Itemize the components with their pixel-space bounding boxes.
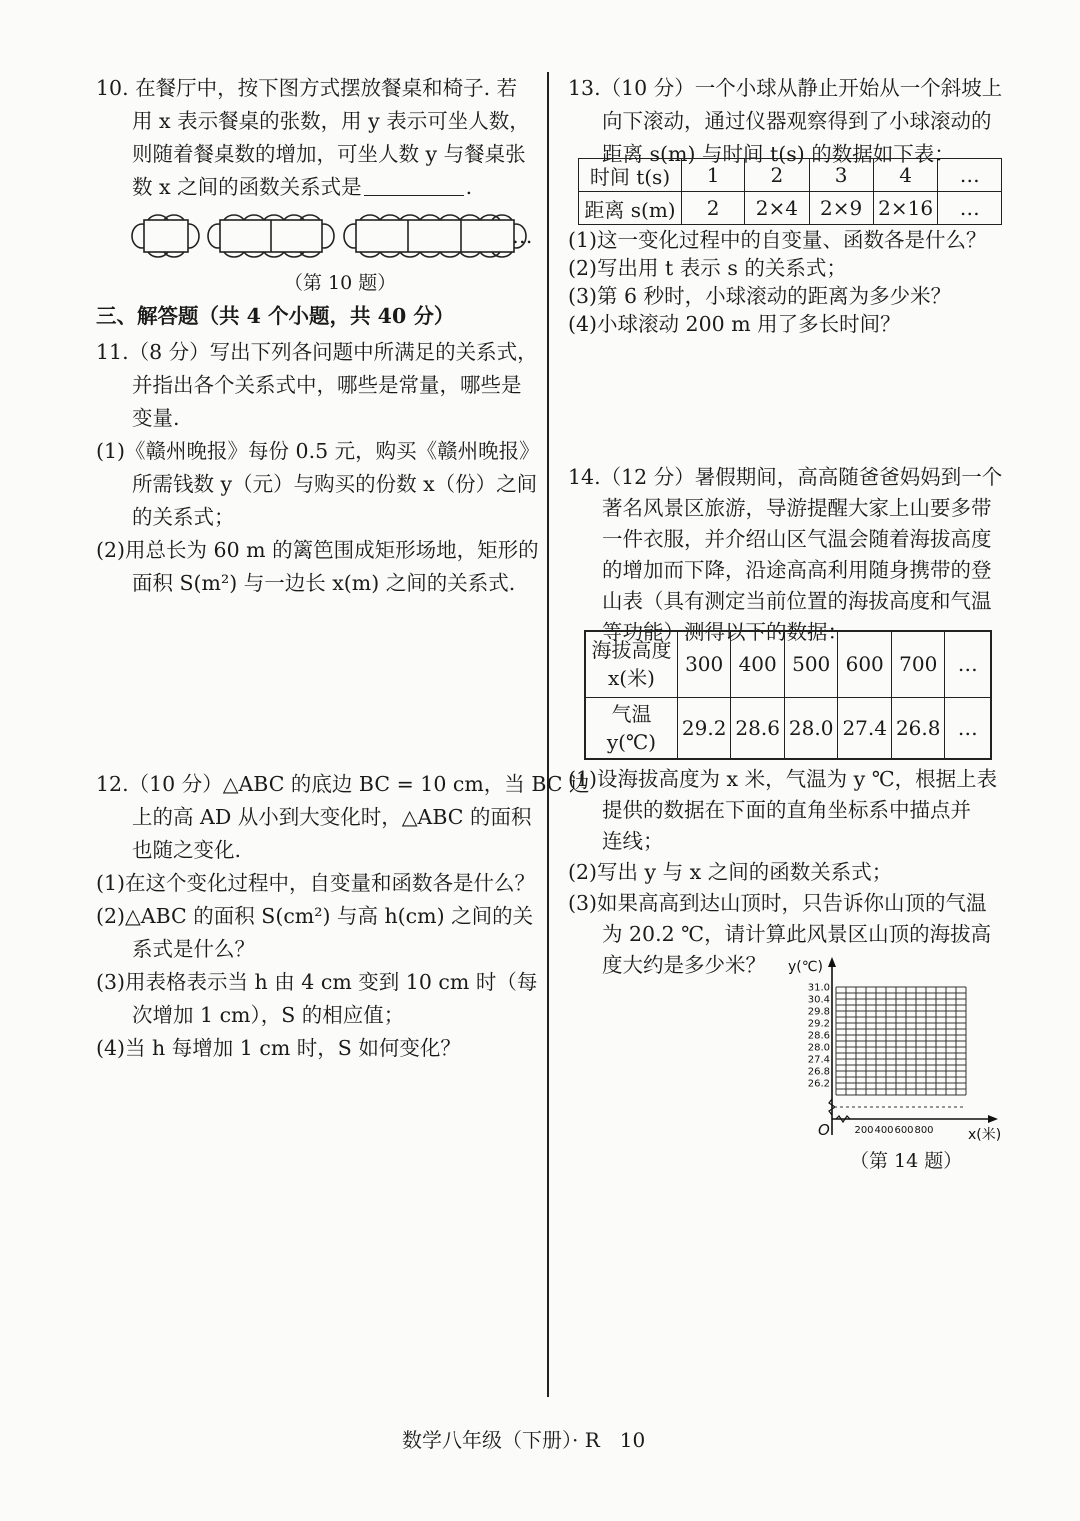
q10-line: 10. 在餐厅中，按下图方式摆放餐桌和椅子. 若: [96, 76, 518, 100]
table-cell: 300: [677, 631, 731, 697]
q13-question: (4)小球滚动 200 m 用了多长时间？: [568, 312, 901, 336]
question-14: [568, 462, 1002, 648]
table-cell: 26.8: [891, 697, 945, 759]
q14-question: (2)写出 y 与 x 之间的函数关系式；: [568, 860, 893, 884]
q12-line: (3)用表格表示当 h 由 4 cm 变到 10 cm 时（每: [96, 970, 538, 994]
x-tick-label: 800: [914, 1125, 934, 1136]
table-cell: 400: [731, 631, 785, 697]
header-unit: y(℃): [606, 729, 657, 754]
table-arrangement-figure: [128, 212, 538, 262]
y-tick-label: 28.0: [807, 1042, 830, 1054]
q11-line: 并指出各个关系式中，哪些是常量，哪些是: [132, 373, 522, 397]
question-11: [96, 336, 540, 600]
q13-question: (2)写出用 t 表示 s 的关系式；: [568, 256, 847, 280]
q11-line: (1)《赣州晚报》每份 0.5 元，购买《赣州晚报》: [96, 439, 540, 463]
q12-line: 12.（10 分）△ABC 的底边 BC = 10 cm，当 BC 边: [96, 772, 590, 796]
question-12: [96, 768, 589, 1065]
section-3-heading: 三、解答题（共 4 个小题，共 40 分）: [96, 304, 455, 328]
x-axis-arrow: [988, 1115, 998, 1123]
q13-question: (3)第 6 秒时，小球滚动的距离为多少米？: [568, 284, 952, 308]
q12-line: 次增加 1 cm），S 的相应值；: [132, 1003, 405, 1027]
table-cell: 2: [745, 159, 809, 192]
x-tick-label: 200: [854, 1125, 874, 1136]
table-header-distance: 距离 s(m): [579, 192, 682, 225]
table-group-3: [344, 215, 526, 257]
y-tick-label: 29.2: [807, 1018, 830, 1030]
q10-caption: （第 10 题）: [284, 272, 397, 294]
table-cell: …: [938, 159, 1002, 192]
q13-question: (1)这一变化过程中的自变量、函数各是什么？: [568, 228, 987, 252]
table-cell: 28.6: [731, 697, 785, 759]
q14-questions: [568, 764, 997, 981]
table-cell: 2×16: [873, 192, 938, 225]
answer-blank[interactable]: [364, 175, 464, 196]
q12-line: (2)△ABC 的面积 S(cm²) 与高 h(cm) 之间的关: [96, 904, 534, 928]
q14-question: (3)如果高高到达山顶时，只告诉你山顶的气温: [568, 891, 987, 915]
q14-line: 14.（12 分）暑假期间，高高随爸爸妈妈到一个: [568, 465, 1003, 489]
q14-line: 一件衣服，并介绍山区气温会随着海拔高度: [602, 527, 992, 551]
table-group-2: [208, 215, 334, 257]
y-tick-label: 30.4: [807, 994, 830, 1006]
q11-line: 的关系式；: [132, 505, 235, 529]
header-unit: x(米): [608, 666, 655, 691]
table-cell: …: [938, 192, 1002, 225]
q12-line: 也随之变化.: [132, 838, 242, 862]
table-cell: 1: [682, 159, 745, 192]
table-cell: 29.2: [677, 697, 731, 759]
q11-line: 变量.: [132, 406, 180, 430]
table-cell: 500: [784, 631, 838, 697]
q11-line: 所需钱数 y（元）与购买的份数 x（份）之间: [132, 472, 538, 496]
table-cell: 2×4: [745, 192, 809, 225]
y-tick-label: 29.8: [807, 1006, 830, 1018]
q10-line: 数 x 之间的函数关系式是: [132, 175, 362, 199]
q10-line: 用 x 表示餐桌的张数，用 y 表示可坐人数，: [132, 109, 530, 133]
header-text: 气温: [611, 701, 652, 726]
table-group-1: [132, 215, 199, 257]
question-13: [568, 72, 1002, 171]
table-cell: …: [945, 697, 991, 759]
q14-question: 连线；: [602, 829, 664, 853]
y-tick-label: 28.6: [807, 1030, 830, 1042]
y-tick-label: 31.0: [807, 982, 830, 994]
y-tick-label: 27.4: [807, 1054, 830, 1066]
q14-data-table: [584, 630, 992, 760]
y-axis-arrow: [828, 957, 836, 967]
q14-line: 等功能）测得以下的数据：: [602, 620, 848, 644]
table-header-altitude: [585, 631, 677, 697]
q10-line-end: .: [465, 175, 473, 199]
origin-label: O: [818, 1121, 830, 1139]
table-header-time: 时间 t(s): [579, 159, 682, 192]
q14-line: 著名风景区旅游，导游提醒大家上山要多带: [602, 496, 992, 520]
table-cell: 600: [838, 631, 892, 697]
table-cell: 4: [873, 159, 938, 192]
coordinate-grid: [770, 955, 1020, 1145]
x-tick-label: 600: [894, 1125, 914, 1136]
table-cell: 700: [891, 631, 945, 697]
q13-line: 13.（10 分）一个小球从静止开始从一个斜坡上: [568, 76, 1003, 100]
y-tick-label: 26.8: [807, 1066, 830, 1078]
q12-line: 上的高 AD 从小到大变化时，△ABC 的面积: [132, 805, 532, 829]
table-cell: 2×9: [809, 192, 873, 225]
table-cell: 3: [809, 159, 873, 192]
q13-line: 距离 s(m) 与时间 t(s) 的数据如下表：: [602, 142, 955, 166]
column-divider: [547, 72, 549, 1397]
q14-line: 山表（具有测定当前位置的海拔高度和气温: [602, 589, 992, 613]
page-footer: 数学八年级（下册）· R 10: [402, 1428, 646, 1452]
y-tick-label: 26.2: [807, 1078, 830, 1090]
q14-line: 的增加而下降，沿途高高利用随身携带的登: [602, 558, 992, 582]
x-tick-label: 400: [874, 1125, 894, 1136]
q14-question: (1)设海拔高度为 x 米，气温为 y ℃，根据上表: [568, 767, 998, 791]
q11-line: 面积 S(m²) 与一边长 x(m) 之间的关系式.: [132, 571, 516, 595]
x-axis-label: x(米): [968, 1127, 1002, 1143]
table-cell: 2: [682, 192, 745, 225]
q11-line: (2)用总长为 60 m 的篱笆围成矩形场地，矩形的: [96, 538, 539, 562]
q13-data-table: [578, 158, 1002, 225]
header-text: 海拔高度: [591, 638, 672, 663]
table-cell: …: [945, 631, 991, 697]
table-cell: 27.4: [838, 697, 892, 759]
q11-line: 11.（8 分）写出下列各问题中所满足的关系式，: [96, 340, 538, 364]
q12-line: (4)当 h 每增加 1 cm 时，S 如何变化？: [96, 1036, 461, 1060]
table-cell: 28.0: [784, 697, 838, 759]
q10-line: 则随着餐桌数的增加，可坐人数 y 与餐桌张: [132, 142, 526, 166]
q14-caption: （第 14 题）: [850, 1150, 963, 1172]
q14-question: 度大约是多少米？: [602, 953, 766, 977]
q13-line: 向下滚动，通过仪器观察得到了小球滚动的: [602, 109, 992, 133]
figure-ellipsis: …: [512, 224, 533, 248]
q12-line: (1)在这个变化过程中，自变量和函数各是什么？: [96, 871, 536, 895]
q12-line: 系式是什么？: [132, 937, 255, 961]
q10-last-line: [96, 171, 530, 204]
q13-questions: [568, 226, 987, 338]
y-axis-label: y(℃): [788, 959, 823, 975]
table-header-temperature: [585, 697, 677, 759]
q14-question: 提供的数据在下面的直角坐标系中描点并: [602, 798, 971, 822]
question-10: [96, 72, 530, 204]
q14-question: 为 20.2 ℃，请计算此风景区山顶的海拔高: [602, 922, 992, 946]
